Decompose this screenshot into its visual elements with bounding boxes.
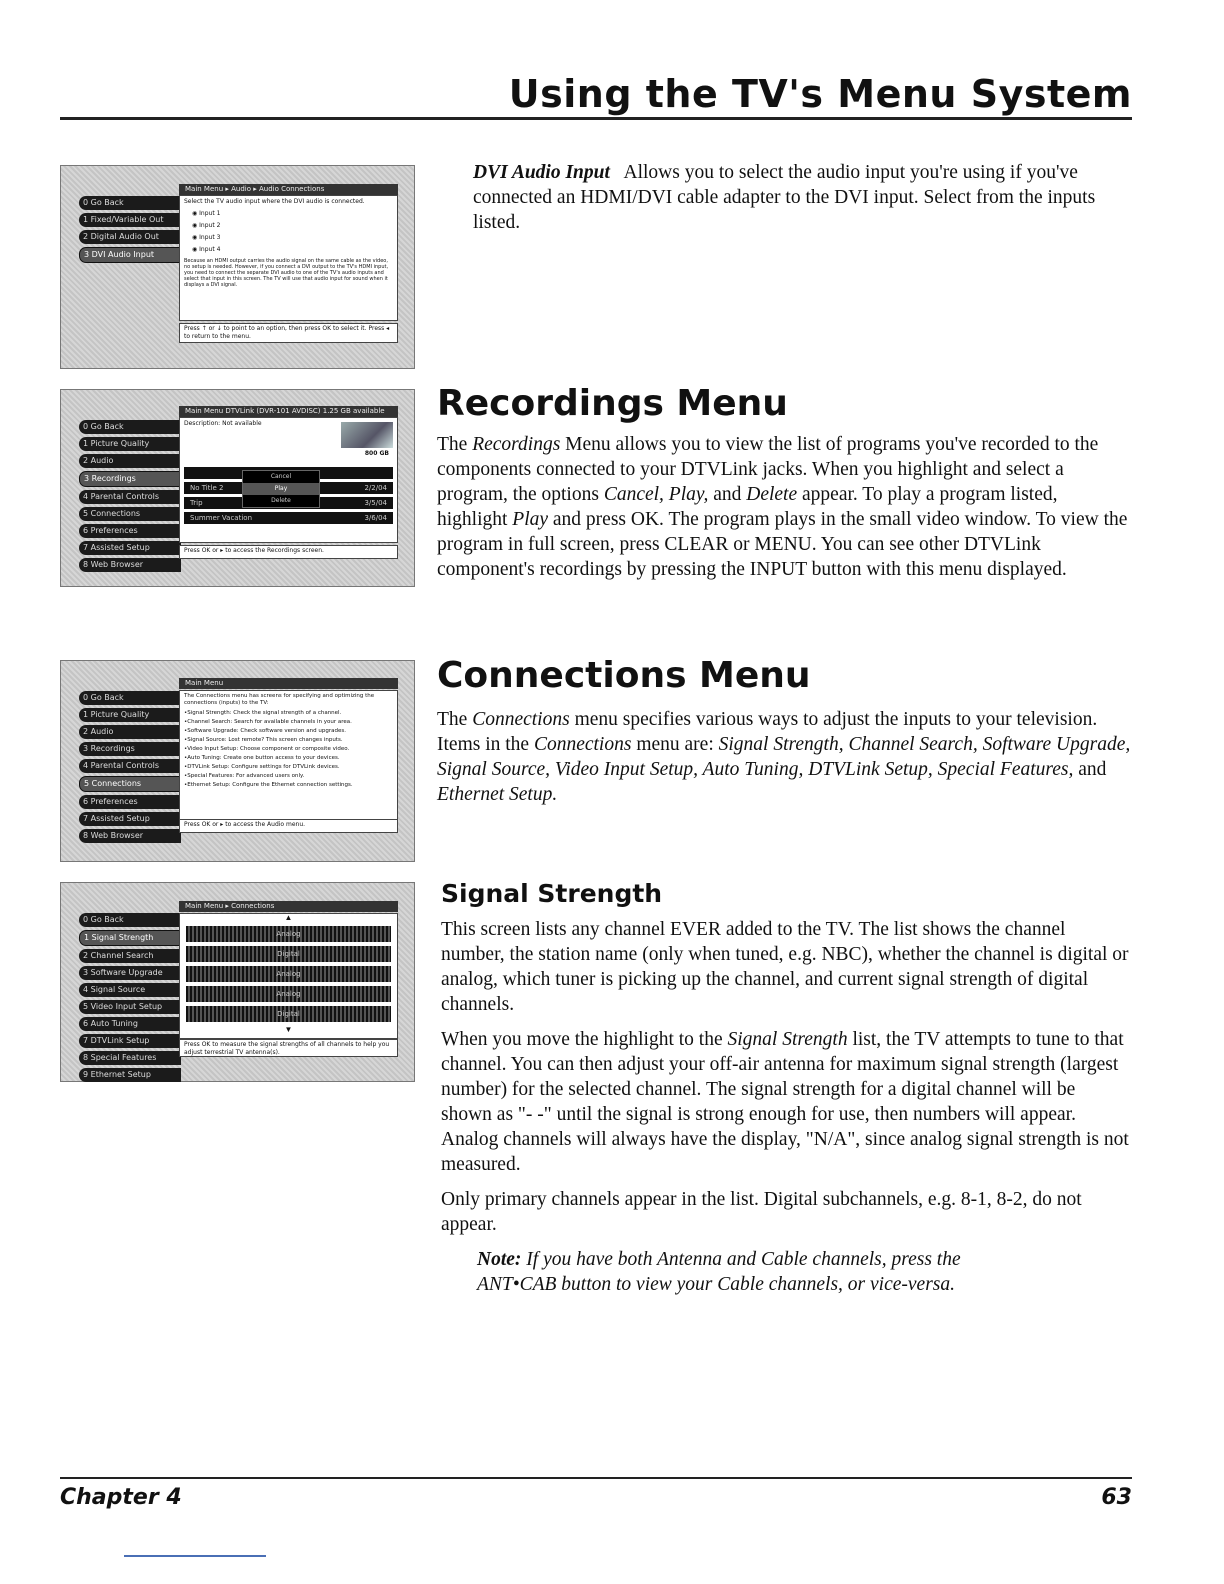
menu-item: 7 DTVLink Setup	[79, 1034, 181, 1048]
text-run: and	[1073, 759, 1107, 780]
panel-line: •Signal Source: Lost remote? This screen changes inputs.	[184, 737, 343, 743]
menu-item: 2 Digital Audio Out	[79, 230, 181, 244]
menu-item: 7 Assisted Setup	[79, 812, 181, 826]
text-run-italic: Signal Strength, Channel Search, Software Upgrade, Signal Source, Video Input Setup, Auto Tuning, DTVLink Setup, Special Features,	[437, 734, 1131, 780]
screen-panel	[179, 195, 398, 321]
screenshot-recordings	[60, 389, 415, 587]
menu-item-selected: 3 Recordings	[79, 471, 181, 487]
menu-item: 4 Parental Controls	[79, 490, 181, 504]
menu-item: 0 Go Back	[79, 420, 181, 434]
scroll-down-icon: ▼	[284, 1025, 293, 1034]
menu-item-selected: 5 Connections	[79, 776, 181, 792]
panel-line: •Signal Strength: Check the signal strength of a channel.	[184, 710, 342, 716]
menu-item: 6 Auto Tuning	[79, 1017, 181, 1031]
dvi-audio-text: Allows you to select the audio input you're using if you've connected an HDMI/DVI cable adapter to the DVI input. Select from the inputs listed.	[473, 162, 1096, 233]
recording-title: Trip	[190, 499, 203, 507]
dvi-audio-paragraph	[473, 160, 1133, 245]
menu-item: 2 Audio	[79, 454, 181, 468]
panel-line: •Ethernet Setup: Configure the Ethernet connection settings.	[184, 782, 353, 788]
text-run: appear. To play a program listed, highlight	[437, 484, 1058, 530]
dvi-audio-term: DVI Audio Input	[473, 162, 610, 183]
menu-item: 2 Audio	[79, 725, 181, 739]
menu-item: 3 Software Upgrade	[79, 966, 181, 980]
menu-item: 8 Web Browser	[79, 558, 181, 572]
text-run: menu specifies various ways to adjust the inputs to your television. Items in the	[437, 709, 1098, 755]
note-label: Note:	[477, 1249, 522, 1270]
panel-line: •Channel Search: Search for available channels in your area.	[184, 719, 352, 725]
screenshot-connections	[60, 660, 415, 862]
menu-item: 2 Channel Search	[79, 949, 181, 963]
menu-item-selected: 1 Signal Strength	[79, 930, 181, 946]
header-rule	[60, 117, 1132, 120]
recording-date: 3/6/04	[364, 514, 387, 522]
screen-panel	[179, 690, 398, 820]
panel-option: Input 4	[199, 246, 221, 253]
menu-item: 0 Go Back	[79, 913, 181, 927]
option-delete: Delete	[271, 497, 291, 504]
text-run: and press OK. The program plays in the small video window. To view the program in full screen, press CLEAR or MENU. You can see other DTVLink component's recordings by pressing the INPUT button with this menu displayed.	[437, 509, 1128, 580]
text-run: The	[437, 709, 473, 730]
signal-strength-heading: Signal Strength	[441, 879, 663, 908]
panel-option: Input 3	[199, 234, 221, 241]
text-run: list, the TV attempts to tune to that channel. You can then adjust your off-air antenna for maximum signal strength (largest number) for the selected channel. The signal strength for a digital channel will be shown as "- -" until the signal is strong enough for use, then numbers will appear. Analog channels will always have the display, "N/A", since analog signal strength is not measured.	[441, 1029, 1129, 1175]
recording-date: 3/5/04	[364, 499, 387, 507]
storage-label: 800 GB	[364, 450, 389, 457]
signal-strength-text	[441, 917, 1131, 1307]
menu-item: 8 Web Browser	[79, 829, 181, 843]
menu-item: 6 Preferences	[79, 524, 181, 538]
text-run: menu are:	[631, 734, 719, 755]
menu-item: 3 Recordings	[79, 742, 181, 756]
connections-heading: Connections Menu	[437, 655, 811, 696]
recording-row	[184, 512, 393, 524]
text-run-italic: Signal Strength	[727, 1029, 848, 1050]
screen-menu	[79, 420, 181, 575]
menu-item: 6 Preferences	[79, 795, 181, 809]
panel-line: •Software Upgrade: Check software version and upgrades.	[184, 728, 346, 734]
menu-item: 1 Picture Quality	[79, 708, 181, 722]
text-run: When you move the highlight to the	[441, 1029, 728, 1050]
screen-footer: Press OK or ▸ to access the Recordings screen.	[179, 545, 398, 559]
channel-row: Digital	[186, 1006, 391, 1022]
panel-line: •DTVLink Setup: Configure settings for DTVLink devices.	[184, 764, 340, 770]
page-header-title: Using the TV's Menu System	[508, 72, 1132, 116]
panel-line: Select the TV audio input where the DVI audio is connected.	[184, 198, 365, 205]
panel-line: ◉ Input 4	[192, 246, 221, 253]
panel-line: Description: Not available	[184, 420, 262, 427]
scroll-up-icon: ▲	[284, 913, 293, 922]
menu-item: 9 Ethernet Setup	[79, 1068, 181, 1082]
panel-line: •Auto Tuning: Create one button access to your devices.	[184, 755, 340, 761]
recording-date: 2/2/04	[364, 484, 387, 492]
recording-title: Summer Vacation	[190, 514, 253, 522]
panel-line: ◉ Input 1	[192, 210, 221, 217]
panel-option: Input 2	[199, 222, 221, 229]
menu-item: 4 Parental Controls	[79, 759, 181, 773]
menu-item: 4 Signal Source	[79, 983, 181, 997]
text-run-italic: Play	[512, 509, 549, 530]
screenshot-dvi-audio	[60, 165, 415, 369]
screen-breadcrumb: Main Menu ▸ Connections	[179, 901, 398, 912]
menu-item: 0 Go Back	[79, 691, 181, 705]
recording-title: No Title 2	[190, 484, 224, 492]
panel-note: Because an HDMI output carries the audio signal on the same cable as the video, no setup is needed. However, if you connect a DVI output to the TV's HDMI input, you need to connect the separate DVI audio to one of the TV's audio inputs and select that input in this screen. The TV will use that audio input for sound when it displays a DVI signal.	[184, 258, 389, 288]
screen-menu	[79, 691, 181, 846]
panel-line: •Video Input Setup: Choose component or composite video.	[184, 746, 350, 752]
screen-menu	[79, 913, 181, 1085]
footer-rule	[60, 1477, 1132, 1479]
panel-line: •Special Features: For advanced users only.	[184, 773, 305, 779]
screen-footer: Press OK to measure the signal strengths of all channels to help you adjust terrestrial TV antenna(s).	[179, 1039, 398, 1057]
signal-p1: This screen lists any channel EVER added to the TV. The list shows the channel number, the station name (only when tuned, e.g. NBC), whether the channel is digital or analog, which tuner is picking up the channel, and current signal strength of digital channels.	[441, 919, 1129, 1015]
channel-row: Digital	[186, 946, 391, 962]
option-play: Play	[243, 483, 319, 495]
text-run: and	[708, 484, 747, 505]
screenshot-signal-strength	[60, 882, 415, 1082]
footer-mark	[124, 1555, 266, 1557]
menu-item-selected: 3 DVI Audio Input	[79, 247, 181, 263]
screen-panel	[179, 913, 398, 1039]
signal-p3: Only primary channels appear in the list. Digital subchannels, e.g. 8-1, 8-2, do not appear.	[441, 1189, 1082, 1235]
menu-item: 1 Fixed/Variable Out	[79, 213, 181, 227]
recordings-heading: Recordings Menu	[437, 383, 788, 424]
video-window	[341, 422, 393, 448]
channel-row: Analog	[186, 986, 391, 1002]
screen-breadcrumb: Main Menu ▸ Audio ▸ Audio Connections	[179, 184, 398, 195]
text-run-italic: Connections	[472, 709, 570, 730]
page-number: 63	[1101, 1485, 1132, 1510]
panel-line: ◉ Input 3	[192, 234, 221, 241]
text-run-italic: Recordings	[472, 434, 561, 455]
menu-item: 7 Assisted Setup	[79, 541, 181, 555]
text-run-italic: Ethernet Setup.	[437, 784, 558, 805]
channel-row: Analog	[186, 966, 391, 982]
chapter-label: Chapter 4	[60, 1485, 182, 1510]
signal-note	[441, 1247, 1131, 1297]
note-text: If you have both Antenna and Cable channels, press the ANT•CAB button to view your Cable channels, or vice-versa.	[477, 1249, 961, 1295]
text-run: The	[437, 434, 473, 455]
menu-item: 0 Go Back	[79, 196, 181, 210]
text-run-italic: Connections	[533, 734, 632, 755]
screen-panel	[179, 417, 398, 543]
text-run: Menu allows you to view the list of programs you've recorded to the components connected to your DTVLink jacks. When you highlight and select a program, the options	[437, 434, 1099, 505]
panel-line: The Connections menu has screens for specifying and optimizing the connections (inputs) to the TV:	[184, 693, 375, 706]
screen-menu	[79, 196, 181, 266]
menu-item: 5 Connections	[79, 507, 181, 521]
option-cancel: Cancel	[270, 473, 292, 480]
menu-item: 5 Video Input Setup	[79, 1000, 181, 1014]
screen-breadcrumb: Main Menu	[179, 678, 398, 689]
options-popup	[242, 470, 320, 508]
screen-footer: Press ↑ or ↓ to point to an option, then press OK to select it. Press ◂ to return to the menu.	[179, 323, 398, 343]
menu-item: 1 Picture Quality	[79, 437, 181, 451]
screen-breadcrumb: Main Menu DTVLink (DVR-101 AVDISC) 1.25 GB available	[179, 406, 398, 417]
text-run-italic: Delete	[746, 484, 798, 505]
channel-row: Analog	[186, 926, 391, 942]
connections-paragraph	[437, 707, 1132, 817]
panel-line: ◉ Input 2	[192, 222, 221, 229]
panel-option: Input 1	[199, 210, 221, 217]
menu-item: 8 Special Features	[79, 1051, 181, 1065]
text-run-italic: Cancel, Play,	[603, 484, 709, 505]
screen-footer: Press OK or ▸ to access the Audio menu.	[179, 819, 398, 833]
recordings-paragraph	[437, 432, 1132, 592]
